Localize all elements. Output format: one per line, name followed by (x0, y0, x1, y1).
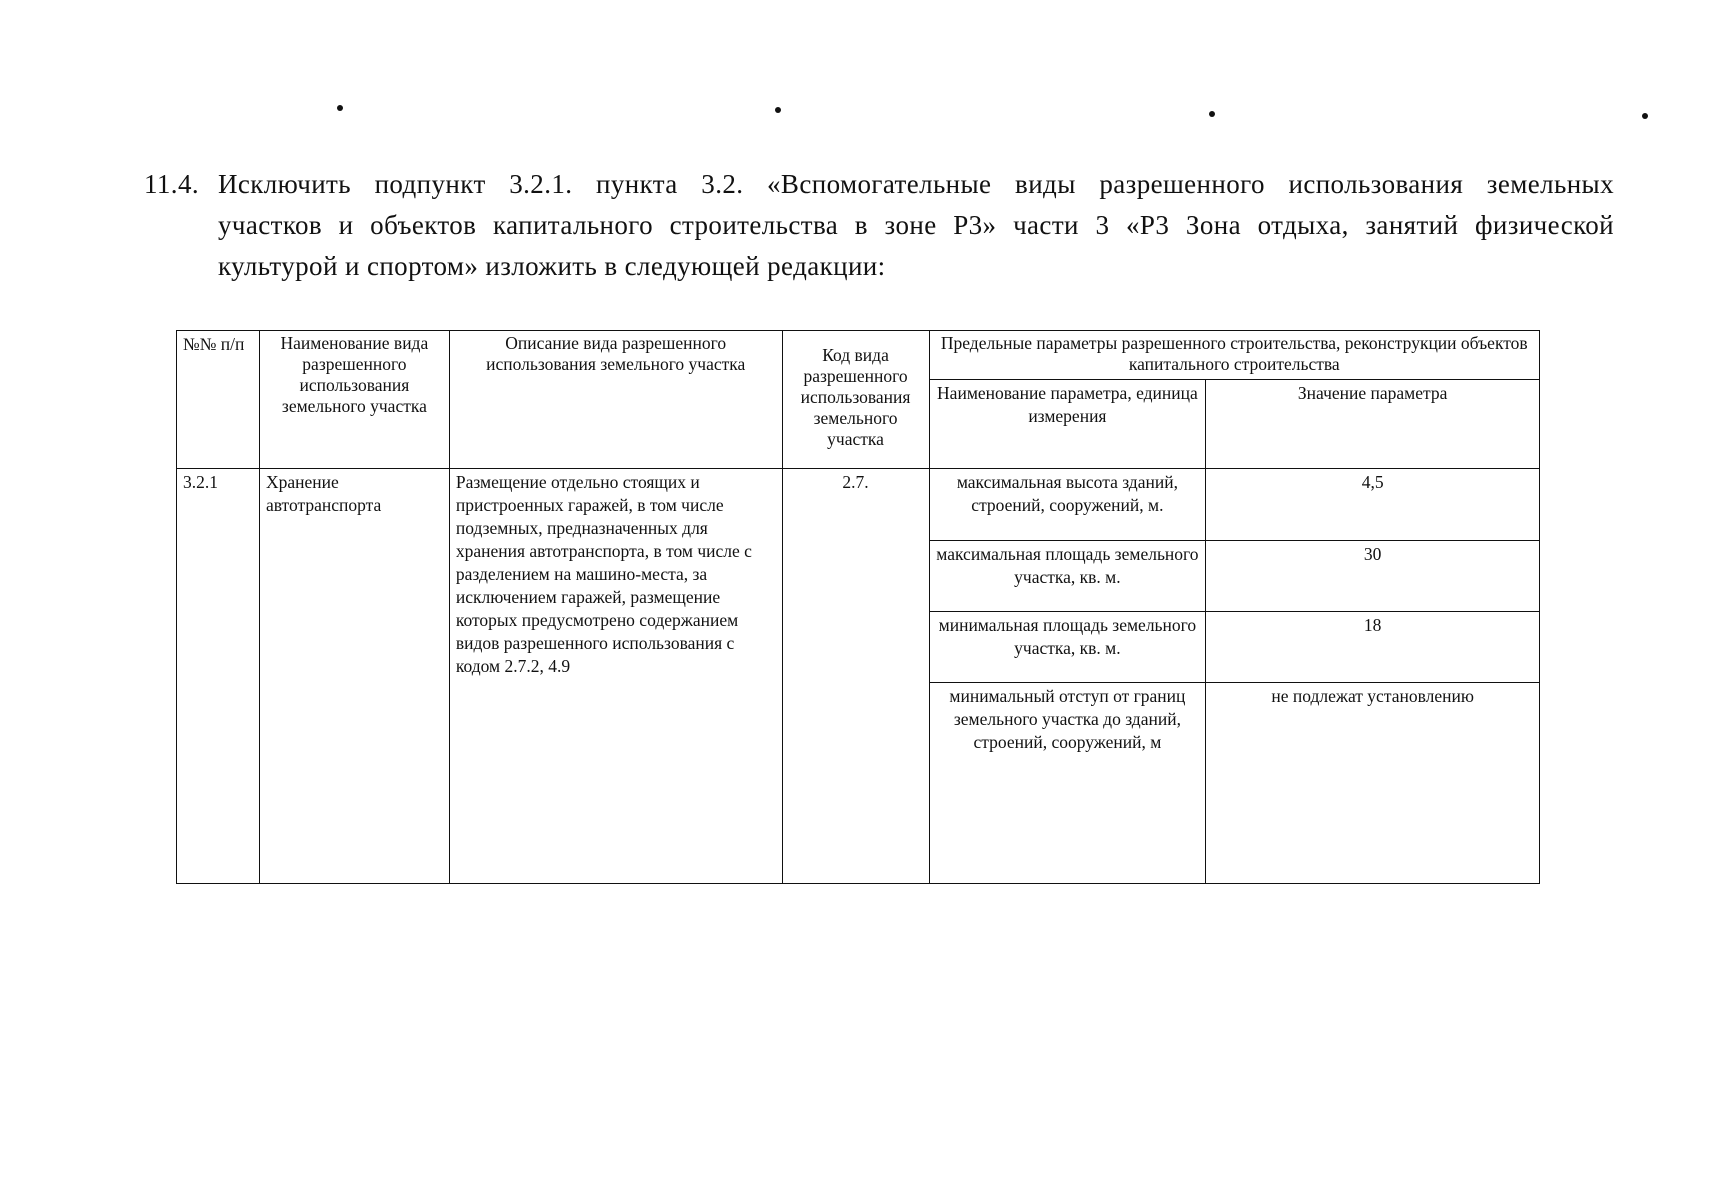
paragraph-line: культурой и спортом» изложить в следующей редакции: (218, 251, 886, 281)
row-num: 3.2.1 (177, 469, 260, 884)
table-header-row (177, 331, 1540, 380)
scan-dot (337, 105, 343, 111)
param-value: не подлежат установлению (1206, 683, 1540, 884)
paragraph-number: 11.4. (144, 169, 199, 199)
header-name: Наименование вида разрешенного использования земельного участка (259, 331, 449, 469)
param-value: 4,5 (1206, 469, 1540, 541)
table-row (177, 469, 1540, 541)
header-code: Код вида разрешенного использования земельного участка (782, 331, 929, 469)
row-description: Размещение отдельно стоящих и пристроенных гаражей, в том числе подземных, предназначенных для хранения автотранспорта, в том числе с разделением на машино-места, за исключением гаражей, размещение которых предусмотрено содержанием видов разрешенного использования с кодом 2.7.2, 4.9 (449, 469, 782, 884)
land-use-table (176, 330, 1540, 884)
scan-dot (1642, 113, 1648, 119)
header-param-name: Наименование параметра, единица измерения (929, 380, 1206, 469)
param-name: максимальная высота зданий, строений, сооружений, м. (929, 469, 1206, 541)
header-num: №№ п/п (177, 331, 260, 469)
scan-dot (1209, 111, 1215, 117)
scan-dot (775, 107, 781, 113)
header-limits: Предельные параметры разрешенного строительства, реконструкции объектов капитального строительства (929, 331, 1539, 380)
param-name: максимальная площадь земельного участка, кв. м. (929, 541, 1206, 612)
header-param-value: Значение параметра (1206, 380, 1540, 469)
param-name: минимальный отступ от границ земельного участка до зданий, строений, сооружений, м (929, 683, 1206, 884)
paragraph-line: участков и объектов капитального строительства в зоне Р3» части 3 «Р3 Зона отдыха, занятий физической (218, 210, 1614, 240)
paragraph-text (218, 164, 1614, 287)
header-description: Описание вида разрешенного использования земельного участка (449, 331, 782, 469)
param-value: 30 (1206, 541, 1540, 612)
row-name: Хранение автотранспорта (259, 469, 449, 884)
param-value: 18 (1206, 612, 1540, 683)
row-code: 2.7. (782, 469, 929, 884)
param-name: минимальная площадь земельного участка, кв. м. (929, 612, 1206, 683)
paragraph-line: Исключить подпункт 3.2.1. пункта 3.2. «Вспомогательные виды разрешенного использования земельных (218, 169, 1614, 199)
